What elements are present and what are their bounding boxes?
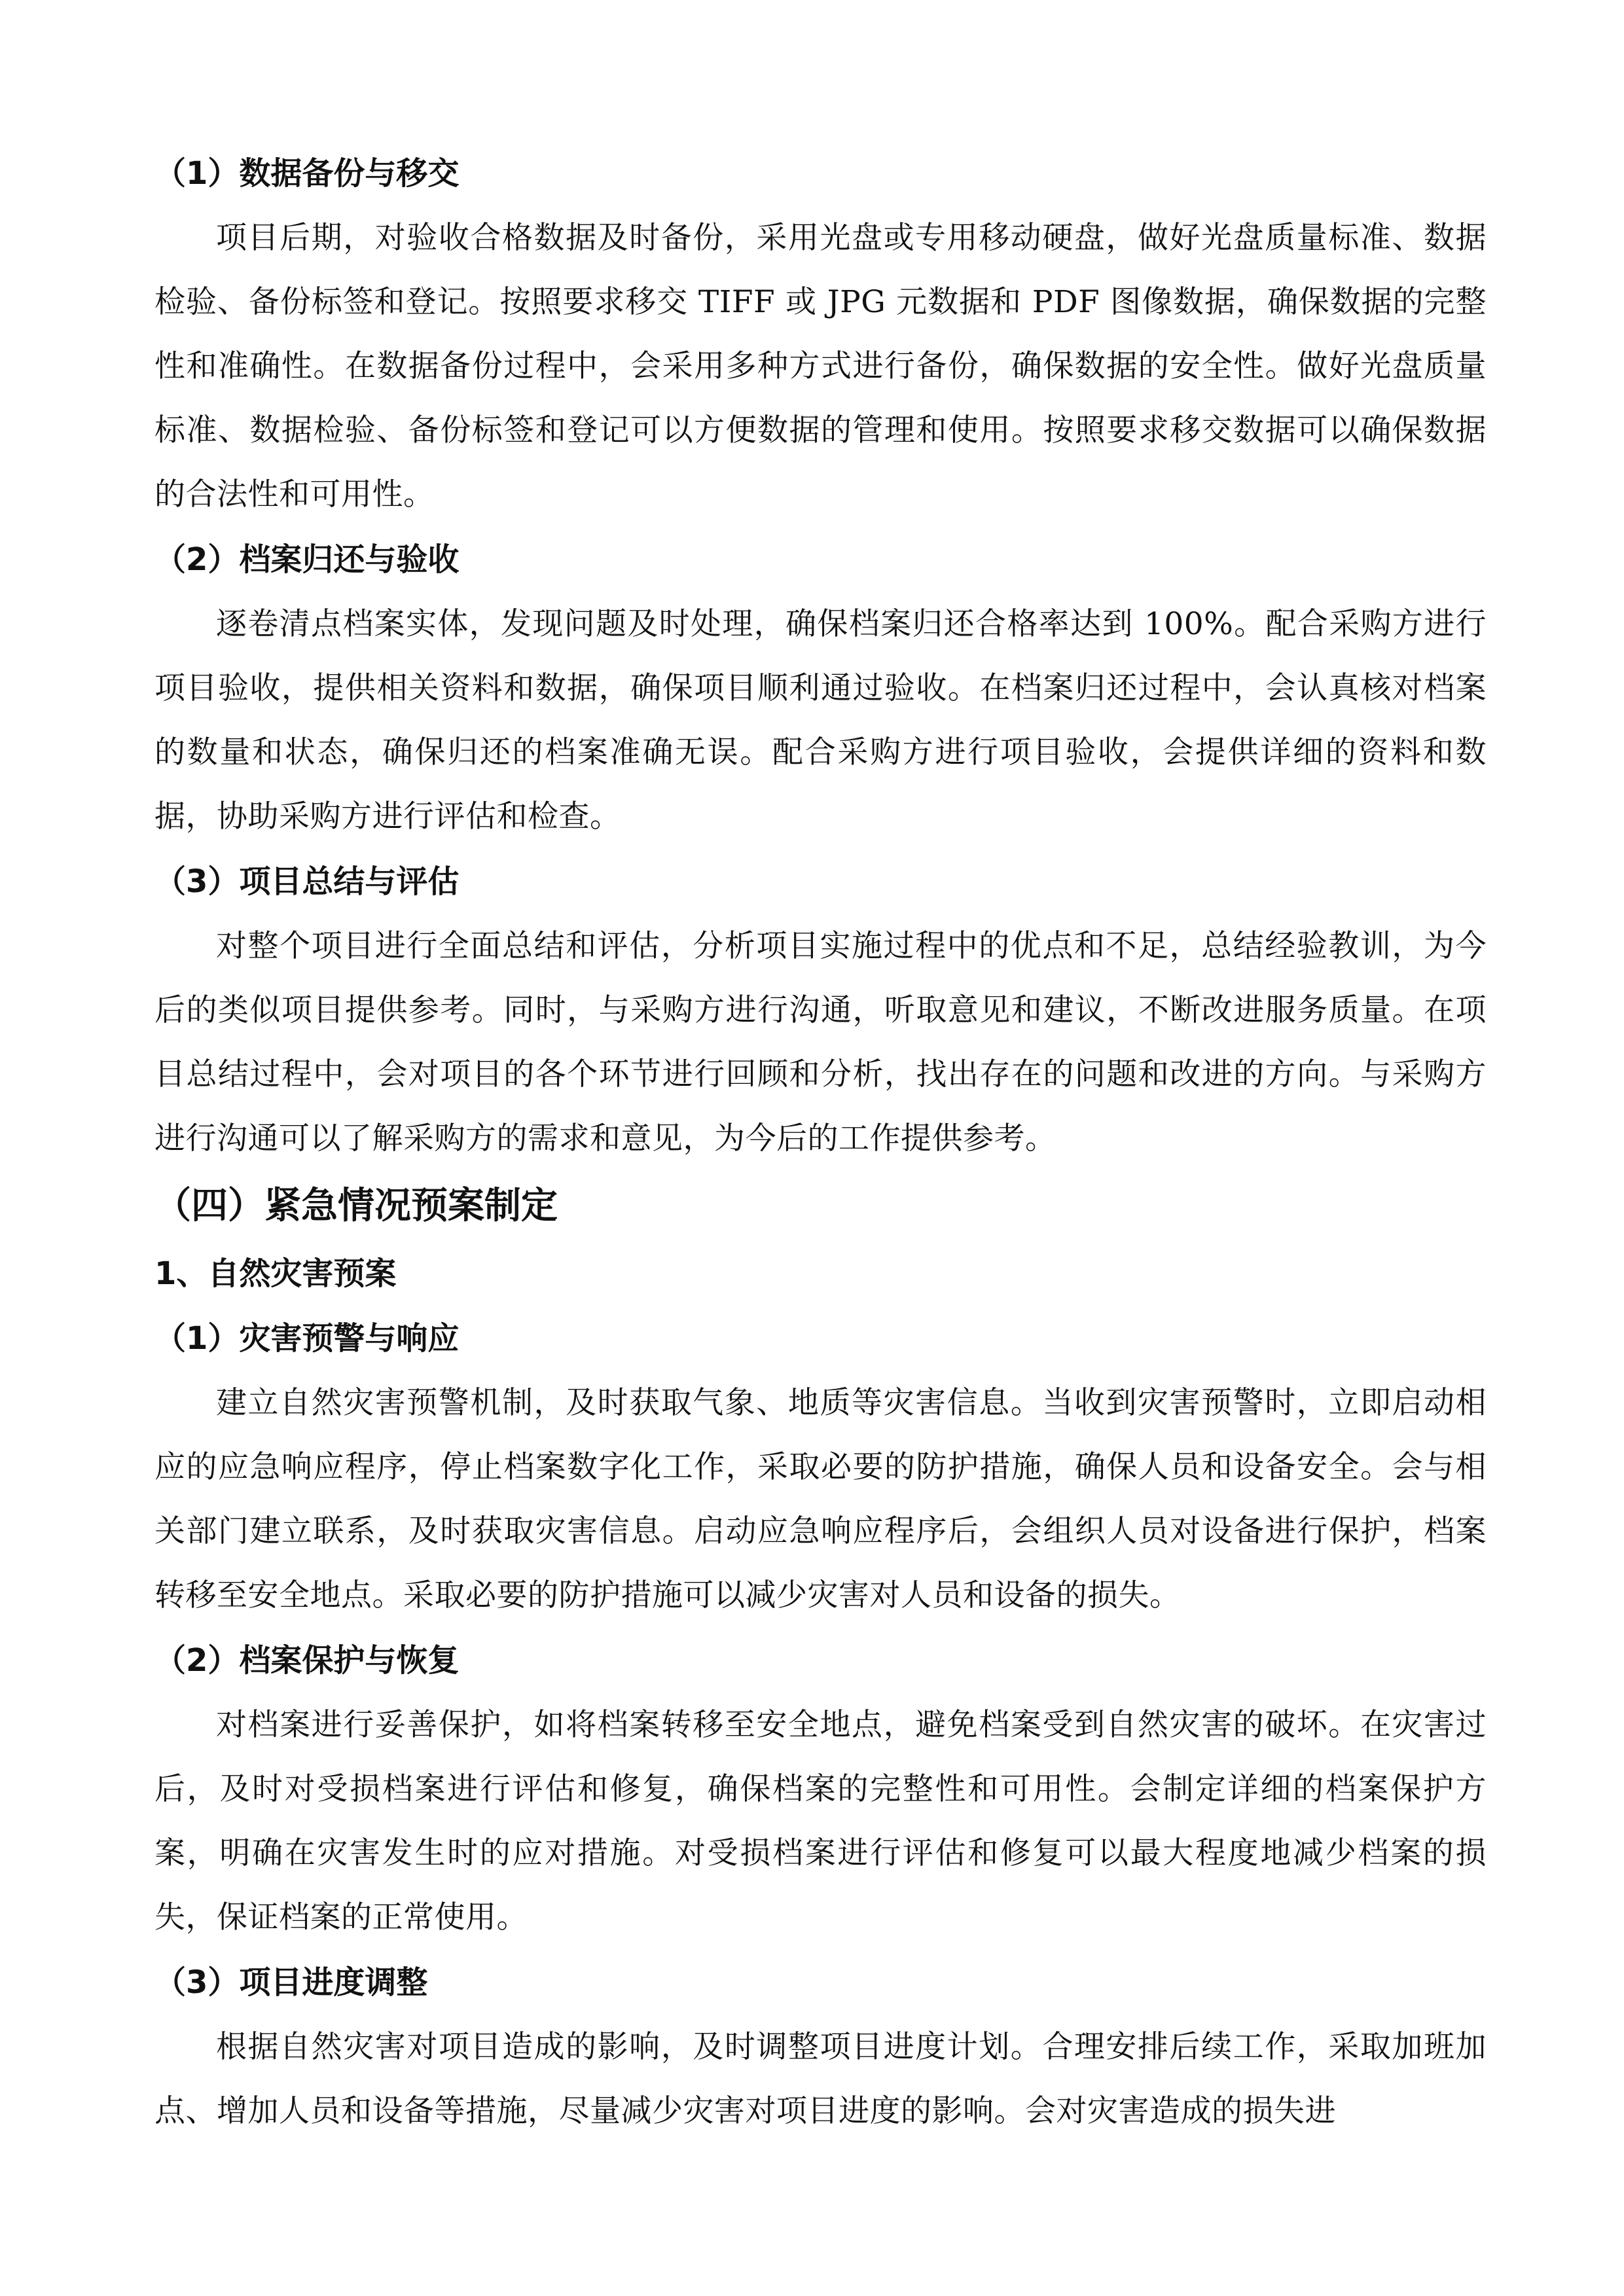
subheading-schedule-adjustment: （3）项目进度调整	[154, 1964, 428, 2001]
paragraph-schedule-adjustment: 根据自然灾害对项目造成的影响，及时调整项目进度计划。合理安排后续工作，采取加班加点、增加人员和设备等措施，尽量减少灾害对项目进度的影响。会对灾害造成的损失进	[154, 2029, 1487, 2129]
subheading-project-summary: （3）项目总结与评估	[154, 863, 460, 900]
paragraph-archive-return: 逐卷清点档案实体，发现问题及时处理，确保档案归还合格率达到 100%。配合采购方进行项目验收，提供相关资料和数据，确保项目顺利通过验收。在档案归还过程中，会认真核对档案的数量和状态，确保归还的档案准确无误。配合采购方进行项目验收，会提供详细的资料和数据，协助采购方进行评估和检查。	[154, 606, 1487, 834]
subheading-disaster-warning: （1）灾害预警与响应	[154, 1320, 460, 1357]
paragraph-disaster-warning: 建立自然灾害预警机制，及时获取气象、地质等灾害信息。当收到灾害预警时，立即启动相应的应急响应程序，停止档案数字化工作，采取必要的防护措施，确保人员和设备安全。会与相关部门建立联系，及时获取灾害信息。启动应急响应程序后，会组织人员对设备进行保护，档案转移至安全地点。采取必要的防护措施可以减少灾害对人员和设备的损失。	[154, 1385, 1487, 1613]
subheading-archive-protection: （2）档案保护与恢复	[154, 1642, 460, 1679]
section-heading-emergency-plan: （四）紧急情况预案制定	[154, 1185, 558, 1227]
document-body	[154, 141, 1487, 2144]
item-heading-natural-disaster: 1、自然灾害预案	[154, 1255, 397, 1292]
paragraph-project-summary: 对整个项目进行全面总结和评估，分析项目实施过程中的优点和不足，总结经验教训，为今后的类似项目提供参考。同时，与采购方进行沟通，听取意见和建议，不断改进服务质量。在项目总结过程中，会对项目的各个环节进行回顾和分析，找出存在的问题和改进的方向。与采购方进行沟通可以了解采购方的需求和意见，为今后的工作提供参考。	[154, 928, 1487, 1157]
subheading-data-backup: （1）数据备份与移交	[154, 155, 460, 192]
paragraph-data-backup: 项目后期，对验收合格数据及时备份，采用光盘或专用移动硬盘，做好光盘质量标准、数据检验、备份标签和登记。按照要求移交 TIFF 或 JPG 元数据和 PDF 图像数据，确保数据的完整性和准确性。在数据备份过程中，会采用多种方式进行备份，确保数据的安全性。做好光盘质量标准、数据检验、备份标签和登记可以方便数据的管理和使用。按照要求移交数据可以确保数据的合法性和可用性。	[154, 220, 1487, 512]
subheading-archive-return: （2）档案归还与验收	[154, 541, 460, 578]
paragraph-archive-protection: 对档案进行妥善保护，如将档案转移至安全地点，避免档案受到自然灾害的破坏。在灾害过后，及时对受损档案进行评估和修复，确保档案的完整性和可用性。会制定详细的档案保护方案，明确在灾害发生时的应对措施。对受损档案进行评估和修复可以最大程度地减少档案的损失，保证档案的正常使用。	[154, 1707, 1487, 1935]
